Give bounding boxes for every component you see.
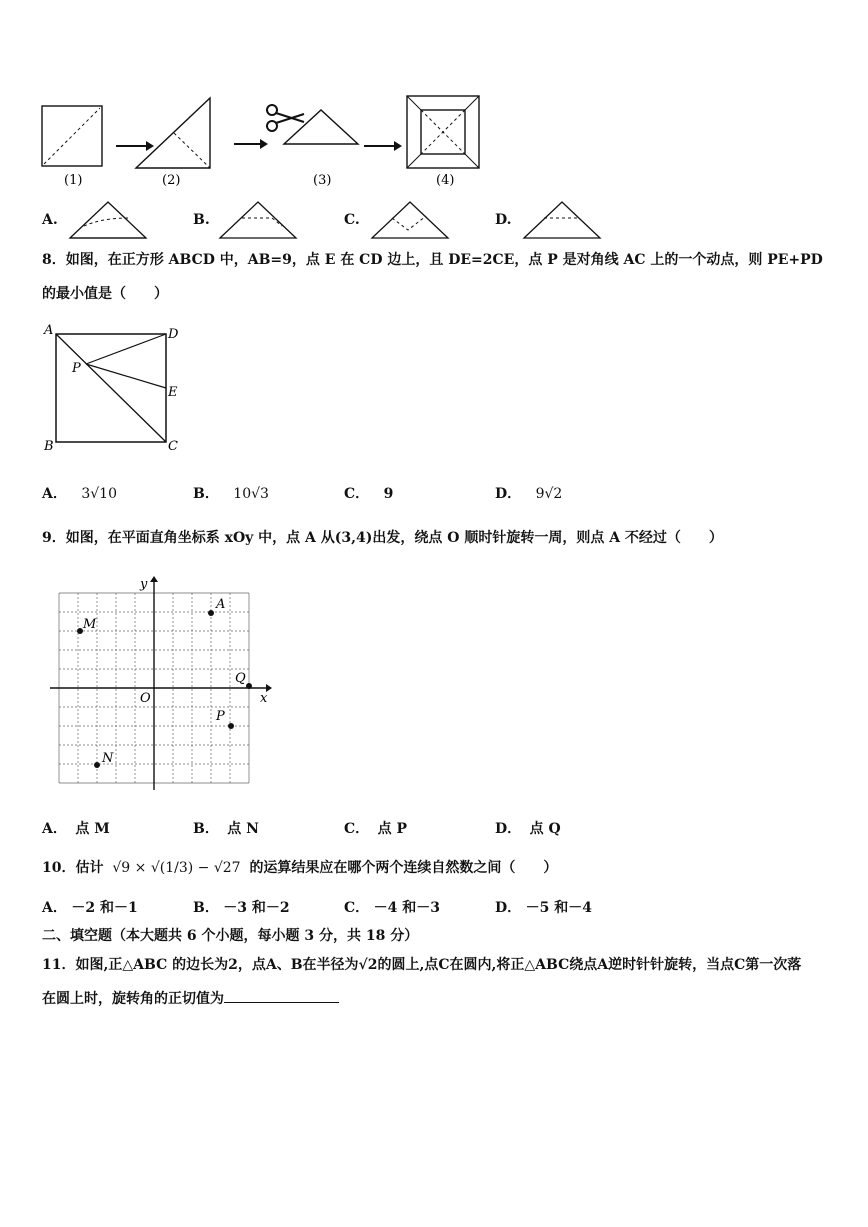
q10-option-b-label: B．	[193, 900, 219, 916]
q9-label-a: A	[216, 597, 226, 612]
q8-label-p: P	[72, 361, 81, 376]
q10-option-d	[495, 898, 592, 918]
scissors-icon	[267, 105, 304, 131]
arrow-3-icon	[364, 141, 402, 151]
q8-option-d-value: 9√2	[535, 486, 563, 502]
step4-label: (4)	[436, 173, 455, 188]
q9-option-c-value: 点 P	[377, 821, 408, 837]
q10-option-c-label: C．	[344, 900, 370, 916]
q11-stem-line1: 11．如图,正△ABC 的边长为2，点A、B在半径为√2的圆上,点C在圆内,将正△ABC绕点A逆时针针旋转，当点C第一次落	[42, 957, 802, 973]
q9-option-d	[495, 819, 561, 839]
q9-label-p: P	[216, 709, 225, 724]
q8-label-c: C	[168, 439, 178, 454]
q9-label-n: N	[102, 751, 114, 766]
q9-stem: 9．如图，在平面直角坐标系 xOy 中，点 A 从(3,4)出发，绕点 O 顺时针旋转一周，则点 A 不经过（ ）	[42, 530, 723, 546]
q8-option-b-label: B．	[193, 486, 219, 502]
q8-option-a	[42, 484, 117, 504]
q9-option-a-label: A．	[42, 821, 67, 837]
q8-option-c-label: C．	[344, 486, 370, 502]
arrow-1-icon	[116, 141, 154, 151]
q9-option-c-label: C．	[344, 821, 370, 837]
step2-triangle	[136, 98, 210, 168]
q10-option-c	[344, 898, 440, 918]
q10-option-b	[193, 898, 290, 918]
q8-stem-line1: 8．如图，在正方形 ABCD 中，AB=9，点 E 在 CD 边上，且 DE=2CE，点 P 是对角线 AC 上的一个动点，则 PE+PD	[42, 252, 823, 268]
step3-label: (3)	[313, 173, 332, 188]
q9-option-d-value: 点 Q	[529, 821, 561, 837]
q9-point-q	[246, 683, 252, 689]
q10-suffix: 的运算结果应在哪个两个连续自然数之间（ ）	[249, 860, 558, 876]
q9-option-a	[42, 819, 110, 839]
q11-stem-line2	[42, 988, 339, 1009]
q7-option-a-label: A.	[42, 212, 58, 228]
q11-line2-text: 在圆上时，旋转角的正切值为	[42, 991, 224, 1007]
q7-option-b-label: B.	[193, 212, 210, 228]
q9-label-y: y	[140, 577, 148, 592]
q10-option-a	[42, 898, 138, 918]
q9-label-m: M	[83, 617, 97, 632]
q7-option-d-figure	[520, 196, 604, 240]
step3-triangle	[284, 110, 358, 144]
q7-option-c-figure	[368, 196, 452, 240]
q10-option-a-value: －2 和－1	[71, 900, 138, 916]
q7-option-b-figure	[216, 196, 300, 240]
arrow-2-icon	[234, 139, 268, 149]
q10-option-b-value: －3 和－2	[223, 900, 290, 916]
q8-option-a-label: A．	[42, 486, 67, 502]
q7-option-d-label: D.	[495, 212, 512, 228]
q7-option-a-figure	[66, 196, 150, 240]
q9-label-o: O	[140, 691, 151, 706]
folding-steps-figure	[38, 92, 484, 190]
q9-point-p	[228, 723, 234, 729]
q11-answer-blank	[224, 988, 339, 1003]
q9-option-c	[344, 819, 407, 839]
step1-square	[42, 106, 102, 166]
q10-expression: √9 × √(1/3) − √27	[112, 860, 241, 876]
q9-option-b-value: 点 N	[227, 821, 259, 837]
section2-heading: 二、填空题（本大题共 6 个小题，每小题 3 分，共 18 分）	[42, 928, 419, 944]
q8-label-a: A	[44, 323, 54, 338]
q8-option-c-value: 9	[383, 486, 394, 502]
q9-option-b	[193, 819, 259, 839]
q8-option-b-value: 10√3	[233, 486, 269, 502]
q8-option-b	[193, 484, 269, 504]
q8-option-d-label: D．	[495, 486, 522, 502]
step4-framed-square	[407, 96, 479, 168]
q10-prefix: 10．估计	[42, 860, 104, 876]
q10-option-c-value: －4 和－3	[373, 900, 440, 916]
q8-option-c	[344, 484, 393, 504]
q9-label-x: x	[260, 691, 268, 706]
q9-option-a-value: 点 M	[75, 821, 110, 837]
q8-option-a-value: 3√10	[81, 486, 117, 502]
q10-stem	[42, 858, 557, 878]
q8-label-b: B	[44, 439, 54, 454]
step2-label: (2)	[162, 173, 181, 188]
q9-option-d-label: D．	[495, 821, 522, 837]
q8-stem-line2: 的最小值是（ ）	[42, 286, 168, 302]
q9-coordinate-grid	[48, 576, 272, 794]
q9-point-n	[94, 762, 100, 768]
step1-label: (1)	[64, 173, 83, 188]
q8-label-d: D	[168, 327, 179, 342]
q10-option-d-label: D．	[495, 900, 522, 916]
q9-option-b-label: B．	[193, 821, 219, 837]
q9-point-a	[208, 610, 214, 616]
q8-option-d	[495, 484, 562, 504]
q10-option-d-value: －5 和－4	[525, 900, 592, 916]
q7-option-c-label: C.	[344, 212, 360, 228]
q9-label-q: Q	[235, 671, 246, 686]
q8-square-figure	[38, 320, 188, 460]
q10-option-a-label: A．	[42, 900, 67, 916]
q8-label-e: E	[168, 385, 178, 400]
